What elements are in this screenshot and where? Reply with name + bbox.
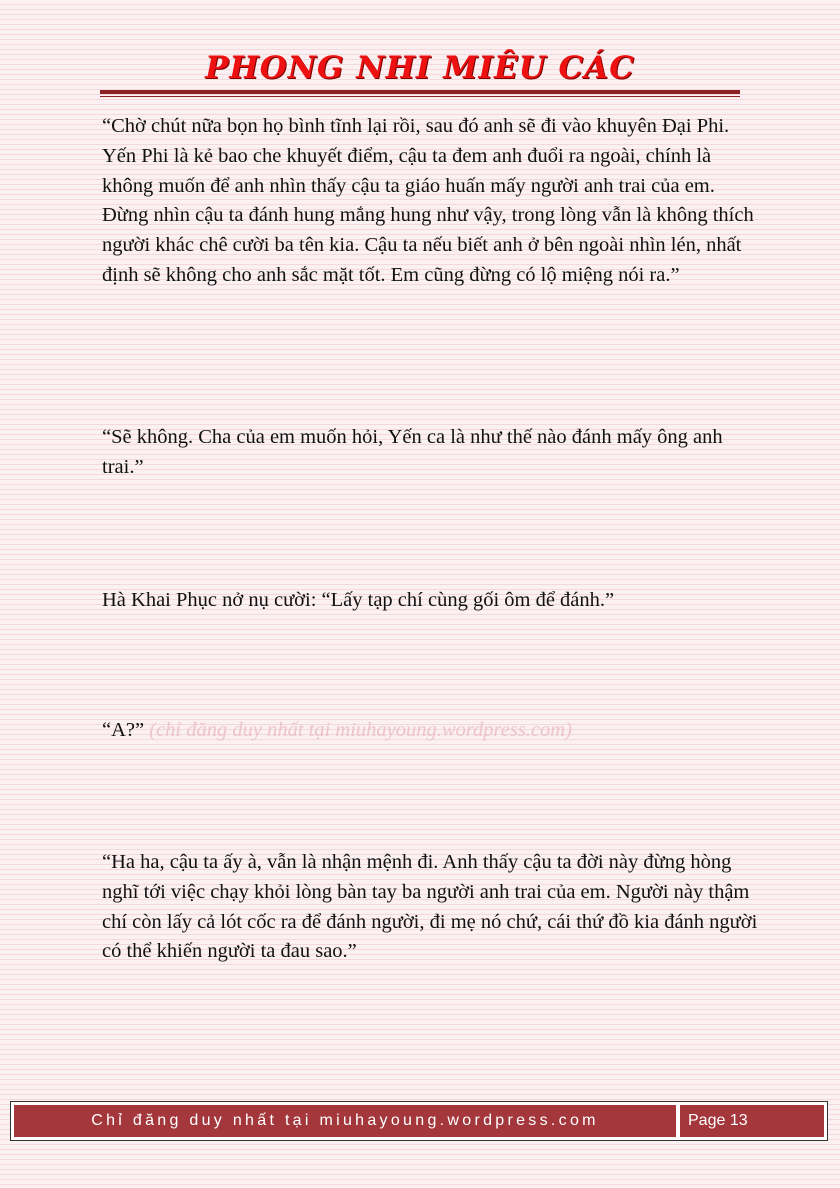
footer-site-text: Chỉ đăng duy nhất tại miuhayoung.wordpress.com bbox=[14, 1105, 676, 1137]
paragraph-5: “Ha ha, cậu ta ấy à, vẫn là nhận mệnh đi. Anh thấy cậu ta đời này đừng hòng nghĩ tới việc chạy khỏi lòng bàn tay ba người anh trai của em. Người này thậm chí còn lấy cả lót cốc ra để đánh người, đi mẹ nó chứ, cái thứ đồ kia đánh người có thể khiến người ta đau sao.” bbox=[102, 851, 758, 963]
footer-page-number: Page 13 bbox=[680, 1105, 824, 1137]
paragraph-1: “Chờ chút nữa bọn họ bình tĩnh lại rồi, sau đó anh sẽ đi vào khuyên Đại Phi. Yến Phi là kẻ bao che khuyết điểm, cậu ta đem anh đuổi ra ngoài, chính là không muốn để anh nhìn thấy cậu ta giáo huấn mấy người anh trai của em. Đừng nhìn cậu ta đánh hung mắng hung như vậy, trong lòng vẫn là không thích người khác chê cười ba tên kia. Cậu ta nếu biết anh ở bên ngoài nhìn lén, nhất định sẽ không cho anh sắc mặt tốt. Em cũng đừng có lộ miệng nói ra.” bbox=[102, 115, 754, 286]
header-divider-thin bbox=[100, 96, 740, 97]
page-footer bbox=[10, 1101, 828, 1141]
paragraph-4-text: “A?” bbox=[102, 719, 145, 741]
watermark-text: (chỉ đăng duy nhất tại miuhayoung.wordpress.com) bbox=[149, 719, 572, 741]
header-divider-thick bbox=[100, 90, 740, 94]
paragraph-2: “Sẽ không. Cha của em muốn hỏi, Yến ca là như thế nào đánh mấy ông anh trai.” bbox=[102, 426, 723, 478]
page-header-title: PHONG NHI MIÊU CÁC bbox=[205, 50, 635, 86]
paragraph-3: Hà Khai Phục nở nụ cười: “Lấy tạp chí cùng gối ôm để đánh.” bbox=[102, 589, 615, 611]
paragraph-4 bbox=[102, 716, 762, 746]
